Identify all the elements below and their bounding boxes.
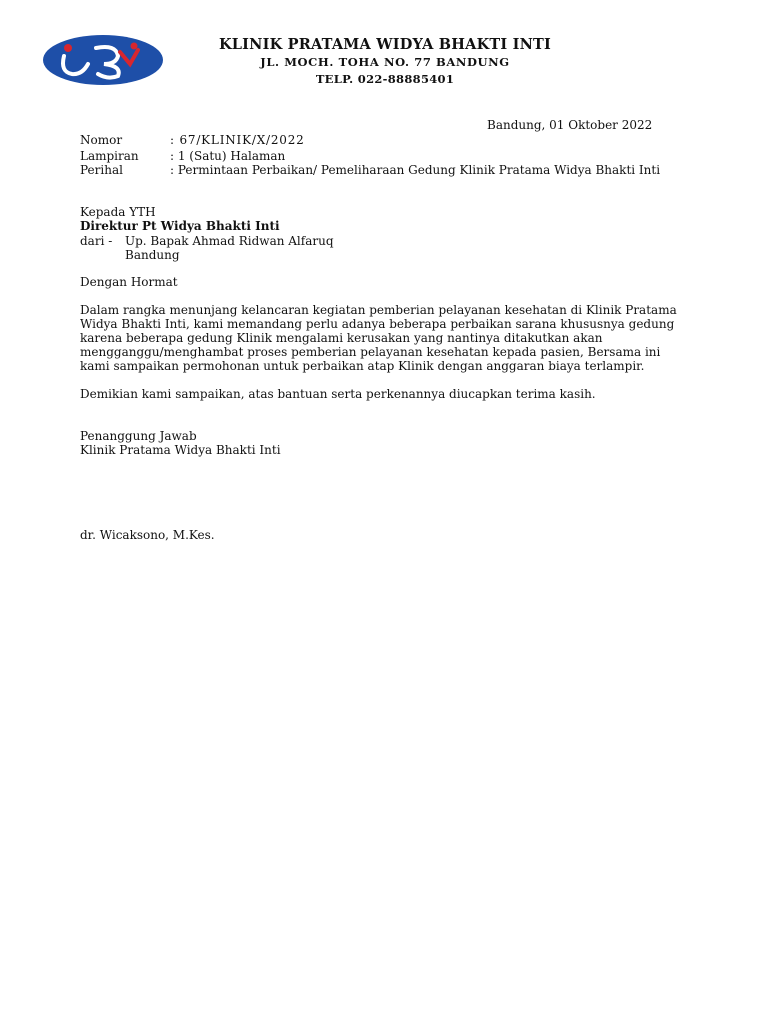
recipient-attn: Up. Bapak Ahmad Ridwan Alfaruq	[125, 234, 334, 248]
body-line: Dalam rangka menunjang kelancaran kegiatan pemberian pelayanan kesehatan di Klinik Pratama	[80, 303, 677, 317]
meta-value-perihal: : Permintaan Perbaikan/ Pemeliharaan Gedung Klinik Pratama Widya Bhakti Inti	[170, 163, 661, 177]
recipient-name: Direktur Pt Widya Bhakti Inti	[80, 219, 280, 233]
clinic-address: JL. MOCH. TOHA NO. 77 BANDUNG	[260, 55, 510, 69]
signature-name: dr. Wicaksono, M.Kes.	[80, 528, 215, 542]
meta-label-perihal: Perihal	[80, 163, 123, 177]
body-line: mengganggu/menghambat proses pemberian pelayanan kesehatan kepada pasien, Bersama ini	[80, 345, 661, 359]
body-line: kami sampaikan permohonan untuk perbaikan atap Klinik dengan anggaran biaya terlampir.	[80, 359, 645, 373]
meta-value-lampiran: : 1 (Satu) Halaman	[170, 149, 286, 163]
closing-sentence: Demikian kami sampaikan, atas bantuan serta perkenannya diucapkan terima kasih.	[80, 387, 596, 401]
recipient-kepada: Kepada YTH	[80, 205, 156, 219]
meta-value-nomor: : 67/KLINIK/X/2022	[170, 133, 305, 147]
clinic-phone: TELP. 022-88885401	[315, 72, 455, 86]
body-line: Widya Bhakti Inti, kami memandang perlu adanya beberapa perbaikan sarana khususnya gedung	[80, 317, 675, 331]
signature-org: Klinik Pratama Widya Bhakti Inti	[80, 443, 281, 457]
place-date: Bandung, 01 Oktober 2022	[487, 118, 653, 132]
body-paragraph	[80, 303, 708, 373]
recipient-dari-label: dari -	[80, 234, 113, 248]
greeting: Dengan Hormat	[80, 275, 178, 289]
clinic-name: KLINIK PRATAMA WIDYA BHAKTI INTI	[218, 36, 552, 53]
body-line: karena beberapa gedung Klinik mengalami kerusakan yang nantinya ditakutkan akan	[80, 331, 603, 345]
recipient-city: Bandung	[125, 248, 180, 262]
signature-title: Penanggung Jawab	[80, 429, 197, 443]
meta-label-lampiran: Lampiran	[80, 149, 139, 163]
meta-label-nomor: Nomor	[80, 133, 123, 147]
clinic-logo	[42, 34, 164, 86]
